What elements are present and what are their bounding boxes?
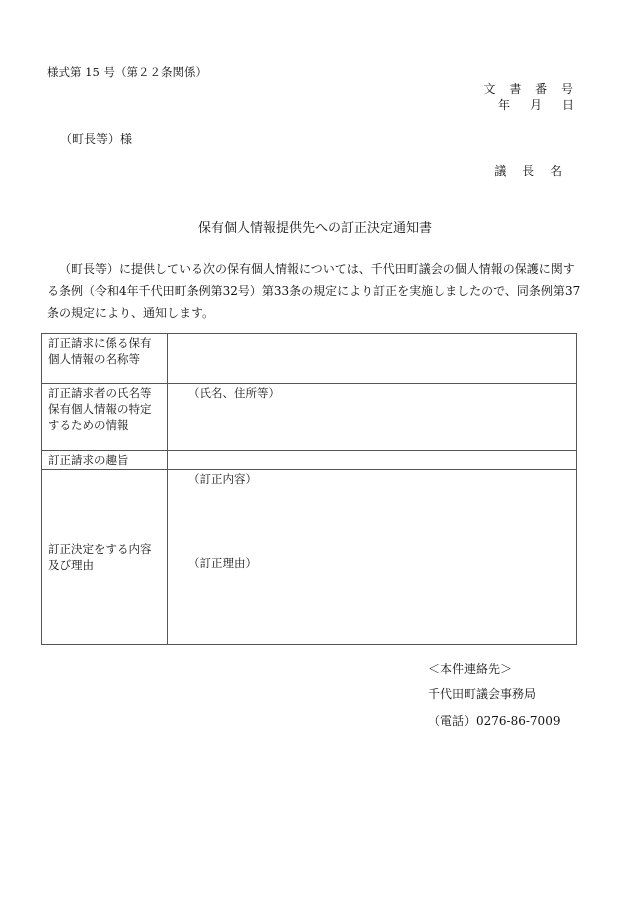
table-row: [42, 470, 577, 645]
table-value-info-name: [168, 334, 577, 384]
contact-title: ＜本件連絡先＞: [428, 662, 513, 676]
contact-office: 千代田町議会事務局: [428, 687, 537, 701]
table-row: [42, 334, 577, 384]
correction-content-header: （訂正内容）: [188, 472, 257, 486]
table-value-request-purpose: [168, 451, 577, 470]
document-number-label: 文 書 番 号: [483, 82, 578, 96]
table-label-request-purpose: 訂正請求の趣旨: [42, 451, 168, 470]
table-label-decision: 訂正決定をする内容及び理由: [42, 470, 168, 645]
form-number: 様式第 15 号（第２２条関係）: [47, 65, 207, 79]
table-row: [42, 384, 577, 451]
decision-cell-content: [188, 471, 570, 643]
contact-phone: （電話）0276-86-7009: [428, 714, 561, 728]
table-value-requester-info: （氏名、住所等）: [168, 384, 577, 451]
table-label-requester-info: 訂正請求者の氏名等保有個人情報の特定するための情報: [42, 384, 168, 451]
correction-reason-header: （訂正理由）: [188, 556, 257, 570]
document-title: 保有個人情報提供先への訂正決定通知書: [197, 221, 432, 236]
document-date-label: 年 月 日: [497, 98, 578, 112]
table-value-decision: [168, 470, 577, 645]
chair-name-label: 議 長 名: [494, 164, 568, 178]
table-row: [42, 451, 577, 470]
addressee: （町長等）様: [60, 132, 133, 146]
table-label-info-name: 訂正請求に係る保有個人情報の名称等: [42, 334, 168, 384]
correction-info-table: [41, 333, 577, 645]
notice-body-text: （町長等）に提供している次の保有個人情報については、千代田町議会の個人情報の保護に関する条例（令和4年千代田町条例第32号）第33条の規定により訂正を実施しましたので、同条例第37条の規定により、通知します。: [47, 262, 581, 320]
